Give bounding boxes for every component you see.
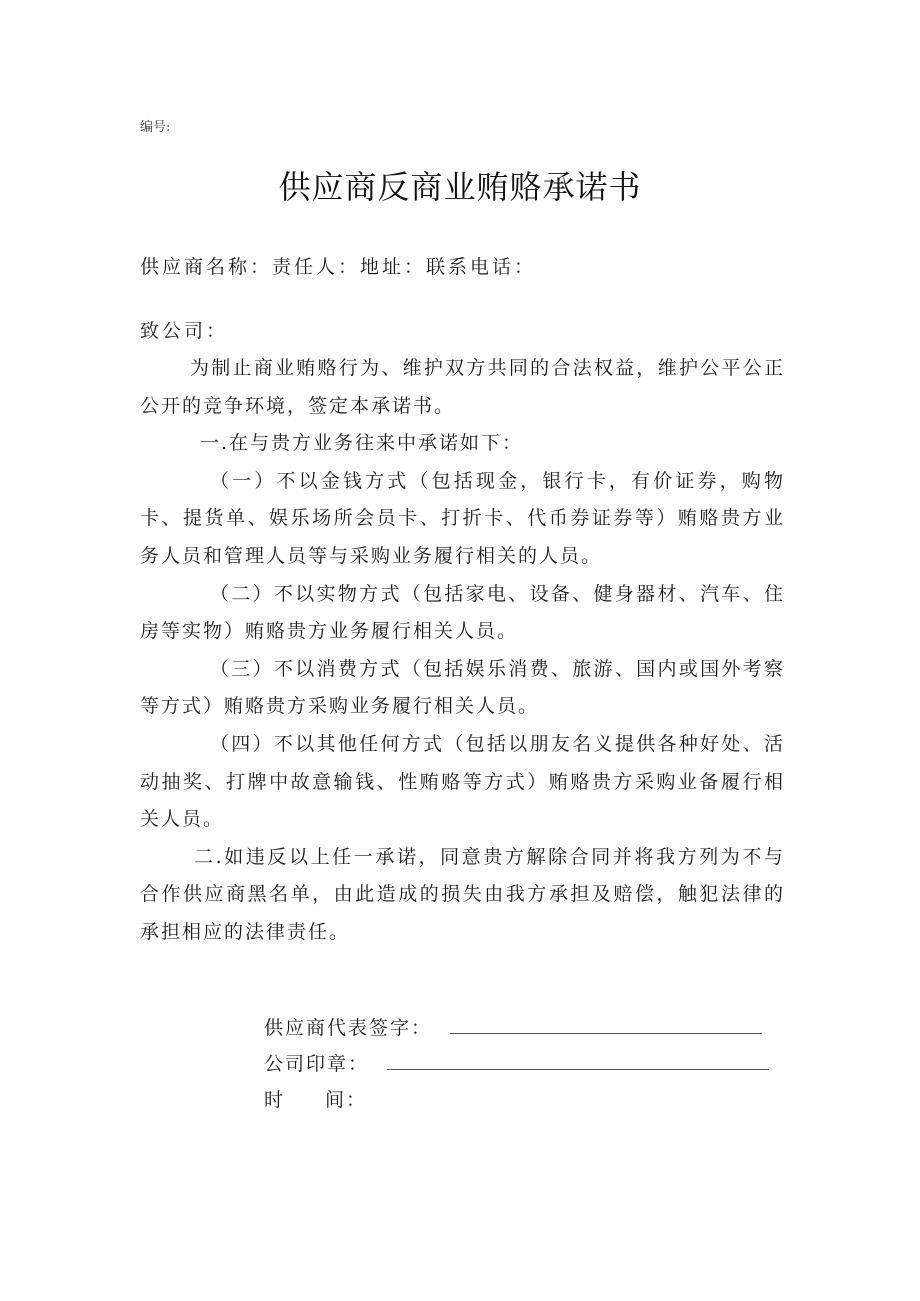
- time-label-char-1: 时: [264, 1089, 286, 1111]
- company-seal-line[interactable]: [387, 1069, 769, 1070]
- section-2-paragraph: 二.如违反以上任一承诺，同意贵方解除合同并将我方列为不与合作供应商黑名单，由此造成的损失由我方承担及赔偿，触犯法律的承担相应的法律责任。: [140, 845, 785, 943]
- commitment-body: [140, 350, 785, 952]
- commitment-item-3: （三）不以消费方式（包括娱乐消费、旅游、国内或国外考察等方式）贿赂贵方采购业务履行相关人员。: [140, 657, 785, 718]
- representative-signature-row: [264, 1004, 774, 1040]
- signature-block: [264, 1004, 774, 1112]
- time-label: [264, 1085, 367, 1112]
- page-title: 供应商反商业贿赂承诺书: [278, 168, 642, 206]
- section-1-heading: 一.在与贵方业务往来中承诺如下：: [200, 432, 524, 455]
- document-number-label: 编号:: [140, 120, 171, 135]
- company-seal-label: 公司印章：: [264, 1053, 370, 1075]
- company-seal-row: [264, 1040, 774, 1076]
- salutation: 致公司：: [140, 320, 229, 342]
- commitment-item-2: （二）不以实物方式（包括家电、设备、健身器材、汽车、住房等实物）贿赂贵方业务履行相关人员。: [140, 582, 785, 643]
- commitment-item-4: （四）不以其他任何方式（包括以朋友名义提供各种好处、活动抽奖、打牌中故意输钱、性贿赂等方式）贿赂贵方采购业备履行相关人员。: [140, 732, 785, 831]
- time-row: [264, 1076, 774, 1112]
- commitment-item-1: （一）不以金钱方式（包括现金，银行卡，有价证券，购物卡、提货单、娱乐场所会员卡、打折卡、代币券证券等）贿赂贵方业务人员和管理人员等与采购业务履行相关的人员。: [140, 469, 785, 567]
- supplier-info-line: 供应商名称：责任人：地址：联系电话：: [140, 256, 537, 278]
- intro-paragraph: 为制止商业贿赂行为、维护双方共同的合法权益，维护公平公正公开的竞争环境，签定本承诺书。: [140, 357, 785, 417]
- time-label-char-2: 间：: [325, 1089, 368, 1111]
- representative-signature-line[interactable]: [450, 1033, 762, 1034]
- representative-signature-label: 供应商代表签字：: [264, 1017, 433, 1039]
